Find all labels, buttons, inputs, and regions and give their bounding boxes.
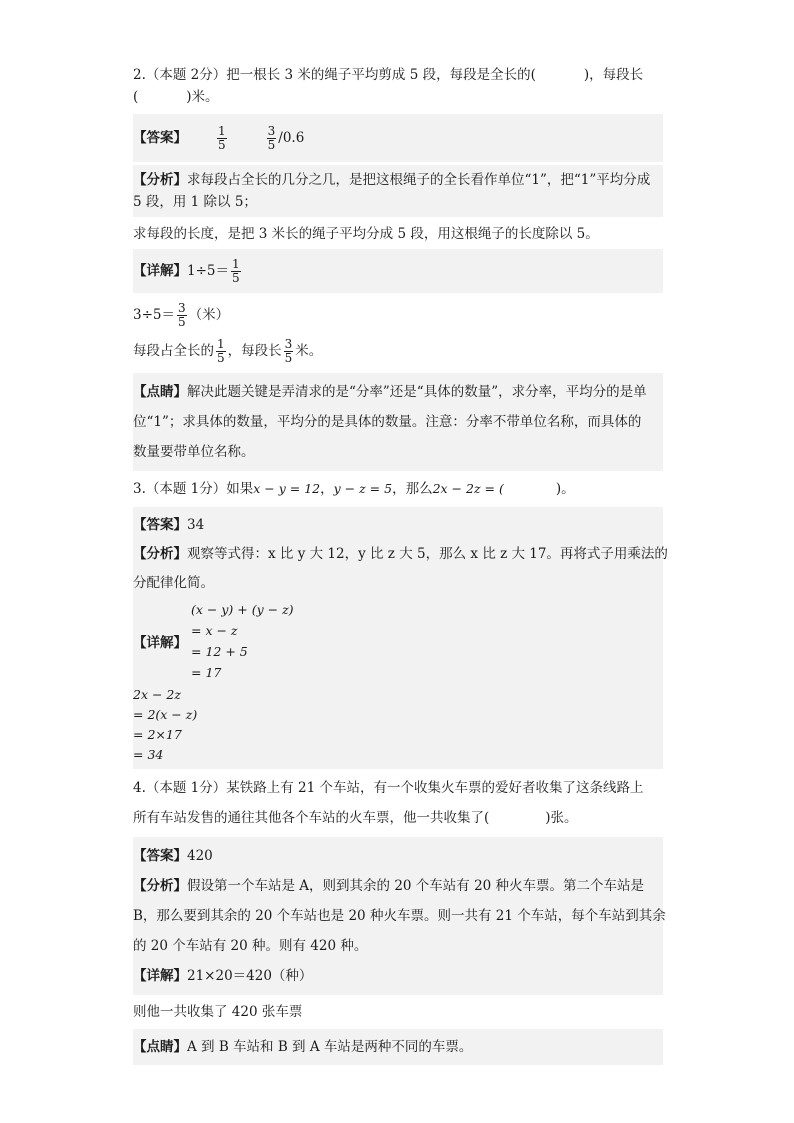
question-2-analysis-cont: 求每段的长度，是把 3 米长的绳子平均分成 5 段，用这根绳子的长度除以 5。 bbox=[133, 226, 599, 242]
question-3-answer: 【答案】34 【分析】观察等式得：x 比 y 大 12，y 比 z 大 5，那么 x 比 z 大 17。再将式子用乘法的 分配律化简。 【详解】 (x − y) + (y − z) = x − z = 12 + 5 = 17 2x − 2z = 2(x − z) = 2×17 = 34 bbox=[133, 507, 663, 769]
fraction: $\frac{1}{5}$ bbox=[218, 123, 226, 152]
question-4-stem-cont: 所有车站发售的通往其他各个车站的火车票，他一共收集了( )张。 bbox=[133, 810, 578, 826]
question-2-analysis: 【分析】求每段占全长的几分之几，是把这根绳子的全长看作单位“1”，把“1”平均分成 5 段，用 1 除以 5； bbox=[133, 165, 663, 217]
question-4-stem: 4.（本题 1分）某铁路上有 21 个车站，有一个收集火车票的爱好者收集了这条线路上 bbox=[133, 780, 644, 796]
question-3 bbox=[133, 475, 668, 769]
fraction: $\frac{3}{5}$ bbox=[284, 336, 293, 365]
question-2-stem-cont: ( )米。 bbox=[133, 89, 219, 105]
question-3-stem: 3.（本题 1分）如果x − y = 12，y − z = 5，那么2x − 2z = ( )。 bbox=[133, 481, 575, 497]
question-3-detail: 【详解】 (x − y) + (y − z) = x − z = 12 + 5 = 17 bbox=[133, 599, 663, 683]
answer-label: 【答案】 bbox=[133, 130, 187, 146]
calculation-stack: 2x − 2z = 2(x − z) = 2×17 = 34 bbox=[133, 687, 198, 762]
question-2-detail: 【详解】 1÷5＝ $\frac{1}{5}$ bbox=[133, 249, 663, 293]
fraction: $\frac{1}{5}$ bbox=[217, 336, 225, 365]
question-4-answer: 【答案】420 【分析】假设第一个车站是 A，则到其余的 20 个车站有 20 种火车票。第二个车站是 B，那么要到其余的 20 个车站也是 20 种火车票。则一共有 21 个车站，每个车站到其余 的 20 个车站有 20 种。则有 420 种。 【详解】21×20＝420（种） bbox=[133, 837, 663, 995]
question-2-stem: 2.（本题 2分）把一根长 3 米的绳子平均剪成 5 段，每段是全长的( )，每段长 bbox=[133, 67, 644, 83]
question-2 bbox=[133, 60, 663, 471]
fraction: $\frac{3}{5}$ bbox=[178, 300, 186, 329]
question-4-detail-cont: 则他一共收集了 420 张车票 bbox=[133, 1004, 303, 1020]
question-2-detail-line3: 每段占全长的 $\frac{1}{5}$ ，每段长 $\frac{3}{5}$ 米。 bbox=[133, 336, 323, 365]
equation-stack: (x − y) + (y − z) = x − z = 12 + 5 = 17 bbox=[191, 602, 294, 680]
document-page bbox=[133, 60, 668, 1065]
question-2-tip: 【点睛】解决此题关键是弄清求的是“分率”还是“具体的数量”，求分率，平均分的是单 位“1”；求具体的数量，平均分的是具体的数量。注意：分率不带单位名称，而具体的 数量要带单位名称。 bbox=[133, 373, 663, 471]
question-4 bbox=[133, 773, 666, 1065]
fraction: $\frac{3}{5}$ bbox=[267, 123, 276, 152]
fraction: $\frac{1}{5}$ bbox=[232, 256, 240, 285]
question-4-tip: 【点睛】A 到 B 车站和 B 到 A 车站是两种不同的车票。 bbox=[133, 1029, 663, 1065]
question-2-answer: 【答案】 $\frac{1}{5}$ $\frac{3}{5}$ /0.6 bbox=[133, 114, 663, 162]
question-2-detail-line2: 3÷5＝ $\frac{3}{5}$ （米） bbox=[133, 300, 230, 329]
